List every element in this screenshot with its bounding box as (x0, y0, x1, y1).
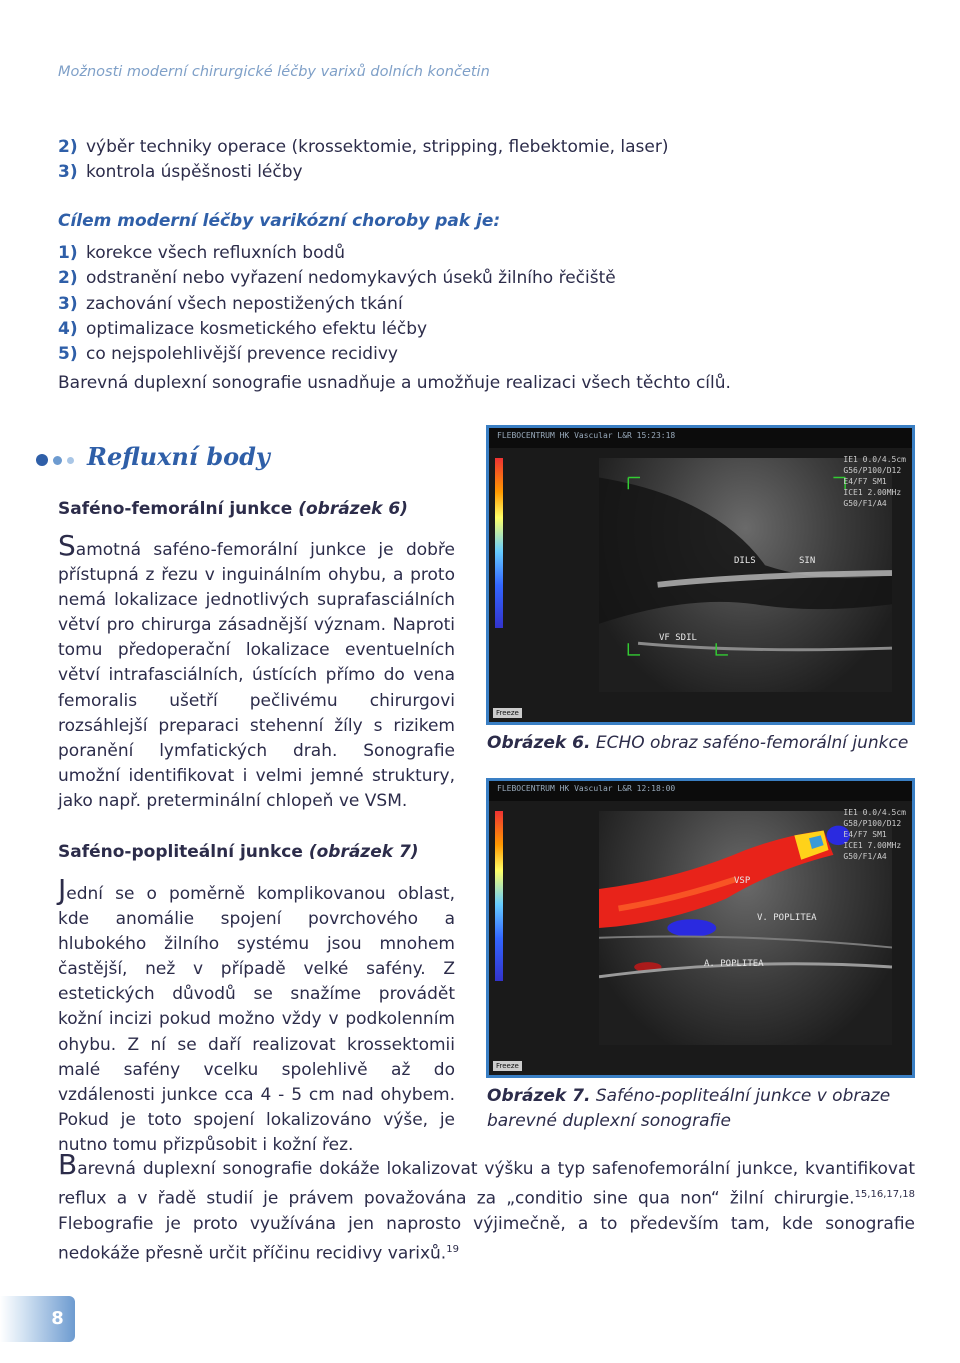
label-sin: SIN (799, 556, 816, 566)
list-item: 2) odstranění nebo vyřazení nedomykavých úseků žilního řečiště (58, 268, 616, 289)
color-scale (495, 458, 503, 628)
list-b (58, 241, 616, 367)
bullet-dot-icon (53, 456, 62, 465)
drop-initial: J (58, 873, 67, 906)
bullet-dot-icon (67, 457, 74, 464)
label-vsp: VSP (734, 876, 751, 886)
bottom-paragraph: Barevná duplexní sonografie dokáže lokalizovat výšku a typ safenofemorální junkce, kvantifikovat reflux a v řadě studií je právem považována za „conditio sine qua non“ žilní chirurgie.$^{15,16,17,18}$ Flebografie je proto využívána jen naprosto výjimečně, a to především tam, kde sonografie nedokáže přesně určit příčinu recidivy varixů.$^{19}$ (58, 1148, 915, 1264)
drop-initial: S (58, 529, 76, 562)
label-v-poplitea: V. POPLITEA (757, 913, 817, 923)
drop-initial: B (58, 1148, 78, 1181)
subheading-sfj: Saféno-femorální junkce (obrázek 6) (58, 499, 408, 519)
citation-ref: 19 (446, 1244, 459, 1256)
probe-info: IE1 0.0/4.5cm G58/P100/D12 E4/F7 SM1 ICE1 7.00MHz G50/F1/A4 (843, 808, 906, 861)
list-item: 3) zachování všech nepostižených tkání (58, 293, 403, 314)
figure-7-caption: Obrázek 7. Saféno-popliteální junkce v obraze barevné duplexní sonografie (487, 1086, 891, 1131)
label-a-poplitea: A. POPLITEA (704, 959, 764, 969)
list-a (58, 135, 668, 186)
figure-6-ultrasound (486, 425, 915, 725)
figure-7-ultrasound (486, 778, 915, 1078)
paragraph-sfj: Samotná saféno-femorální junkce je dobře přístupná z řezu v inguinálním ohybu, a proto nemá lokalizace jednotlivých suprafasciálních větví pro chirurga zásadnější význam. Naproti tomu předoperační lokalizace eventuelních větví intrafasciálních, ústících přímo do vena femoralis ušetří pečlivému chirurgovi rozsáhlejší preparaci stehenní žíly s rizikem poranění lymfatických drah. Sonografie umožní identifikovat i velmi jemné struktury, jako např. preterminální chlopeň ve VSM. (58, 529, 455, 811)
list-item: 5) co nejspolehlivější prevence recidivy (58, 344, 398, 365)
duplex-note: Barevná duplexní sonografie usnadňuje a umožňuje realizaci všech těchto cílů. (58, 373, 731, 393)
figure-header: FLEBOCENTRUM HK Vascular L&R 12:18:00 (489, 781, 912, 801)
color-scale (495, 811, 503, 981)
subheading-spj: Saféno-popliteální junkce (obrázek 7) (58, 842, 419, 862)
section-bullets (36, 454, 74, 466)
goal-title: Cílem moderní léčby varikózní choroby pak je: (58, 211, 501, 231)
list-item: 2) výběr techniky operace (krossektomie, stripping, flebektomie, laser) (58, 137, 669, 157)
running-head: Možnosti moderní chirurgické léčby varixů dolních končetin (58, 64, 490, 80)
section-title: Refluxní body (87, 442, 270, 471)
probe-info: IE1 0.0/4.5cm G56/P100/D12 E4/F7 SM1 ICE1 2.00MHz G50/F1/A4 (843, 455, 906, 508)
page-number: 8 (51, 1308, 64, 1329)
list-item: 1) korekce všech refluxních bodů (58, 243, 346, 263)
freeze-tag: Freeze (493, 708, 522, 718)
figure-header: FLEBOCENTRUM HK Vascular L&R 15:23:18 (489, 428, 912, 448)
label-dils: DILS (734, 556, 756, 566)
citation-ref: 15,16,17,18 (854, 1189, 915, 1201)
paragraph-spj: Jední se o poměrně komplikovanou oblast, kde anomálie spojení povrchového a hlubokého žilního systému jsou mnohem častější, než v případě velké safény. Z estetických důvodů se snažíme provádět kožní incizi pokud možno vždy v podkolenním ohybu. Z ní se daří realizovat krossektomii malé safény vcelku spolehlivě až do vzdálenosti junkce cca 4 - 5 cm nad ohybem. Pokud je toto spojení lokalizováno výše, je nutno tomu přizpůsobit i kožní řez. (58, 873, 455, 1155)
list-item: 4) optimalizace kosmetického efektu léčby (58, 318, 428, 339)
list-item: 3) kontrola úspěšnosti léčby (58, 162, 303, 183)
freeze-tag: Freeze (493, 1061, 522, 1071)
bullet-dot-icon (36, 454, 48, 466)
label-vf-sdil: VF SDIL (659, 633, 697, 643)
figure-6-caption: Obrázek 6. ECHO obraz saféno-femorální junkce (487, 733, 909, 753)
